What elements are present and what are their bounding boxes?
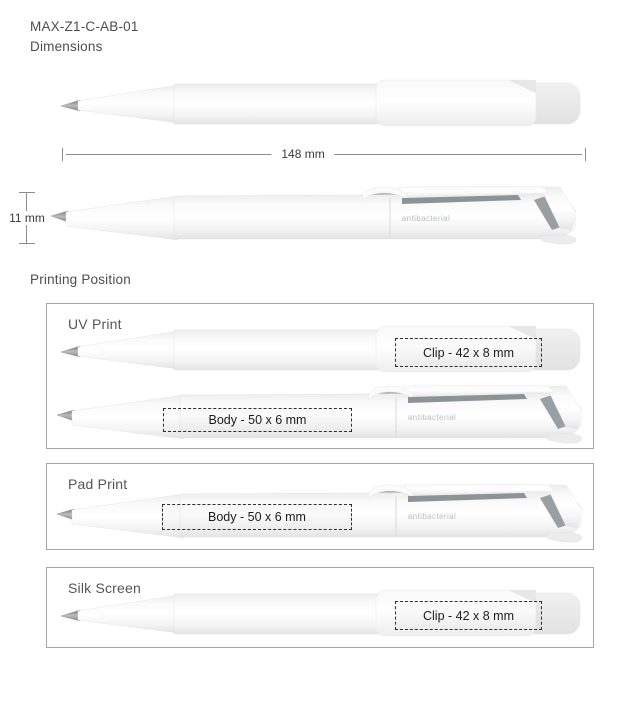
- print-area-body: [162, 504, 352, 530]
- print-area-label: Clip - 42 x 8 mm: [423, 345, 514, 360]
- pen-top-view-illustration: [60, 79, 586, 127]
- print-area-clip: [395, 338, 542, 367]
- print-section-label: Pad Print: [68, 476, 128, 492]
- header-block: [30, 17, 139, 57]
- printing-position-heading: Printing Position: [30, 272, 131, 287]
- product-code: MAX-Z1-C-AB-01: [30, 19, 139, 34]
- print-area-label: Body - 50 x 6 mm: [208, 510, 306, 524]
- length-dimension-label: 148 mm: [271, 147, 334, 161]
- print-area-label: Clip - 42 x 8 mm: [423, 608, 514, 623]
- dimensions-subtitle: Dimensions: [30, 39, 103, 54]
- height-dimension-label: 11 mm: [5, 211, 49, 225]
- dimension-tick-bottom: [19, 243, 35, 244]
- length-dimension: [62, 148, 586, 161]
- print-area-body: [163, 408, 352, 432]
- dimension-tick-right: [585, 148, 586, 161]
- print-area-label: Body - 50 x 6 mm: [208, 413, 307, 427]
- print-section-label: UV Print: [68, 316, 122, 332]
- print-section-label: Silk Screen: [68, 580, 142, 596]
- print-area-clip: [395, 601, 542, 630]
- pen-side-view-illustration: [50, 186, 576, 246]
- dimension-tick-left: [62, 148, 63, 161]
- dimension-tick-top: [19, 192, 35, 193]
